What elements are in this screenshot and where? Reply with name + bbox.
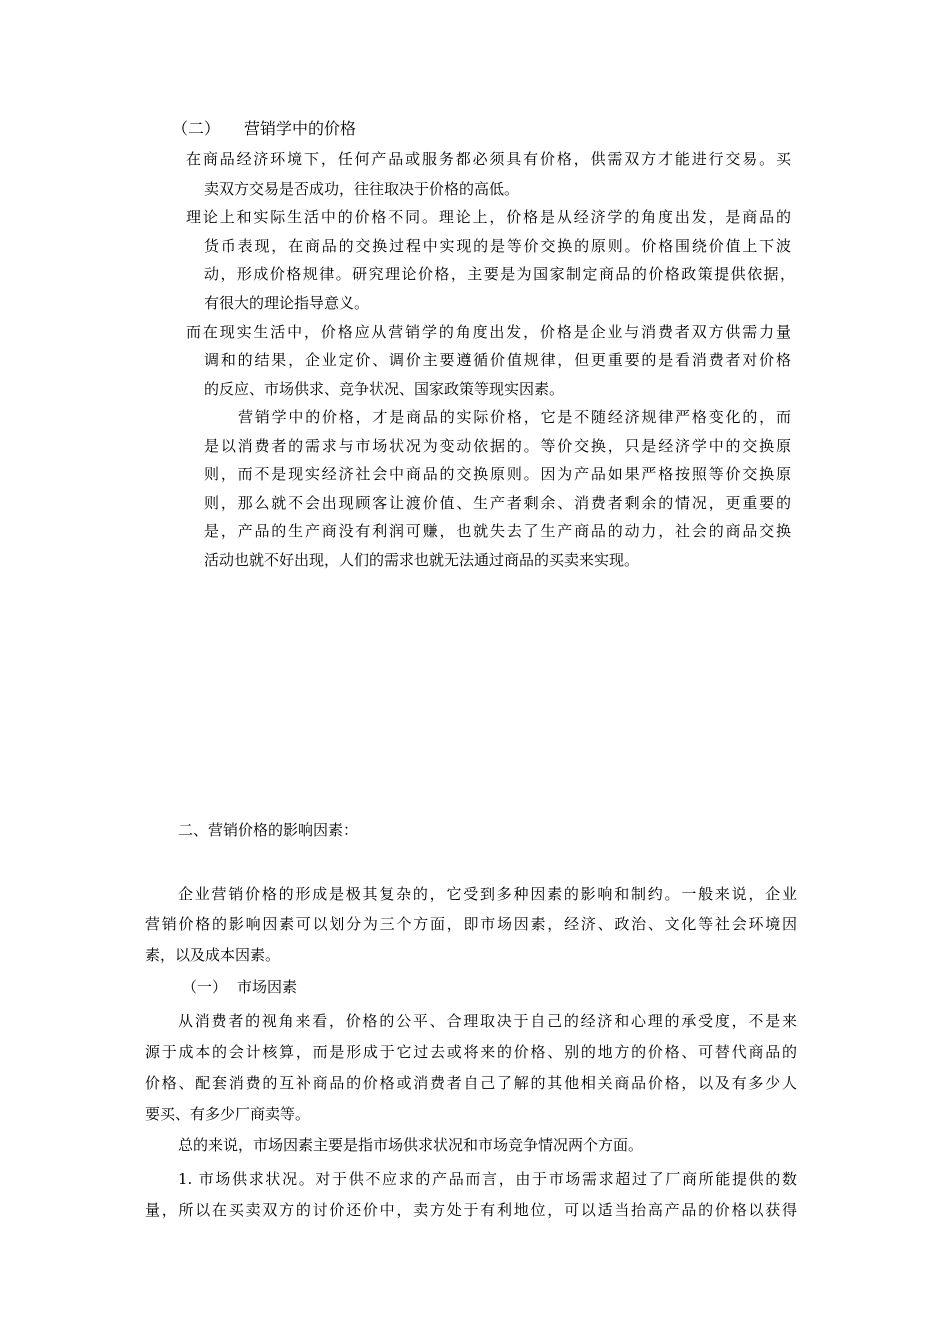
paragraph-line: 则，而不是现实经济社会中商品的交换原则。因为产品如果严格按照等价交换原 (204, 465, 791, 483)
paragraph-line: 货币表现，在商品的交换过程中实现的是等价交换的原则。价格围绕价值上下波 (204, 237, 791, 255)
paragraph-line: 调和的结果，企业定价、调价主要遵循价值规律，但更重要的是看消费者对价格 (204, 351, 791, 369)
paragraph-line: 卖双方交易是否成功，往往取决于价格的高低。 (204, 180, 520, 198)
paragraph-line: 有很大的理论指导意义。 (204, 294, 370, 312)
paragraph-line: 营销学中的价格，才是商品的实际价格，它是不随经济规律严格变化的，而 (238, 408, 791, 426)
section-number: （二） (172, 119, 221, 138)
paragraph-line: 在商品经济环境下，任何产品或服务都必须具有价格，供需双方才能进行交易。买 (186, 150, 791, 168)
paragraph-line: 1. 市场供求状况。对于供不应求的产品而言，由于市场需求超过了厂商所能提供的数 (178, 1170, 797, 1188)
paragraph-line: 理论上和实际生活中的价格不同。理论上，价格是从经济学的角度出发，是商品的 (186, 208, 791, 226)
paragraph-line: 企业营销价格的形成是极其复杂的，它受到多种因素的影响和制约。一般来说，企业 (178, 885, 797, 903)
paragraph-line: 价格、配套消费的互补商品的价格或消费者自己了解的其他相关商品价格，以及有多少人 (145, 1074, 797, 1092)
paragraph-line: 营销价格的影响因素可以划分为三个方面，即市场因素，经济、政治、文化等社会环境因 (145, 915, 797, 933)
paragraph-line: 素，以及成本因素。 (145, 946, 281, 964)
paragraph-line: 的反应、市场供求、竞争状况、国家政策等现实因素。 (204, 380, 565, 398)
paragraph-line: 动，形成价格规律。研究理论价格，主要是为国家制定商品的价格政策提供依据， (204, 265, 795, 283)
subsection-title: 市场因素 (237, 978, 298, 996)
paragraph-line: 是以消费者的需求与市场状况为变动依据的。等价交换，只是经济学中的交换原 (204, 437, 791, 455)
subsection-number: （一） (182, 978, 228, 996)
section-heading-2: 二、营销价格的影响因素： (178, 821, 359, 839)
paragraph-line: 量，所以在买卖双方的讨价还价中，卖方处于有利地位，可以适当抬高产品的价格以获得 (145, 1201, 797, 1219)
paragraph-line: 源于成本的会计核算，而是形成于它过去或将来的价格、别的地方的价格、可替代商品的 (145, 1043, 797, 1061)
paragraph-line: 则，那么就不会出现顾客让渡价值、生产者剩余、消费者剩余的情况，更重要的 (204, 494, 791, 512)
paragraph-line: 活动也就不好出现，人们的需求也就无法通过商品的买卖来实现。 (204, 551, 640, 569)
paragraph-line: 是，产品的生产商没有利润可赚，也就失去了生产商品的动力，社会的商品交换 (204, 522, 791, 540)
paragraph-line: 总的来说，市场因素主要是指市场供求状况和市场竞争情况两个方面。 (178, 1136, 644, 1154)
paragraph-line: 要买、有多少厂商卖等。 (145, 1105, 311, 1123)
section-title: 营销学中的价格 (244, 119, 357, 138)
paragraph-line: 从消费者的视角来看，价格的公平、合理取决于自己的经济和心理的承受度，不是来 (178, 1012, 797, 1030)
paragraph-line: 而在现实生活中，价格应从营销学的角度出发，价格是企业与消费者双方供需力量 (186, 323, 791, 341)
